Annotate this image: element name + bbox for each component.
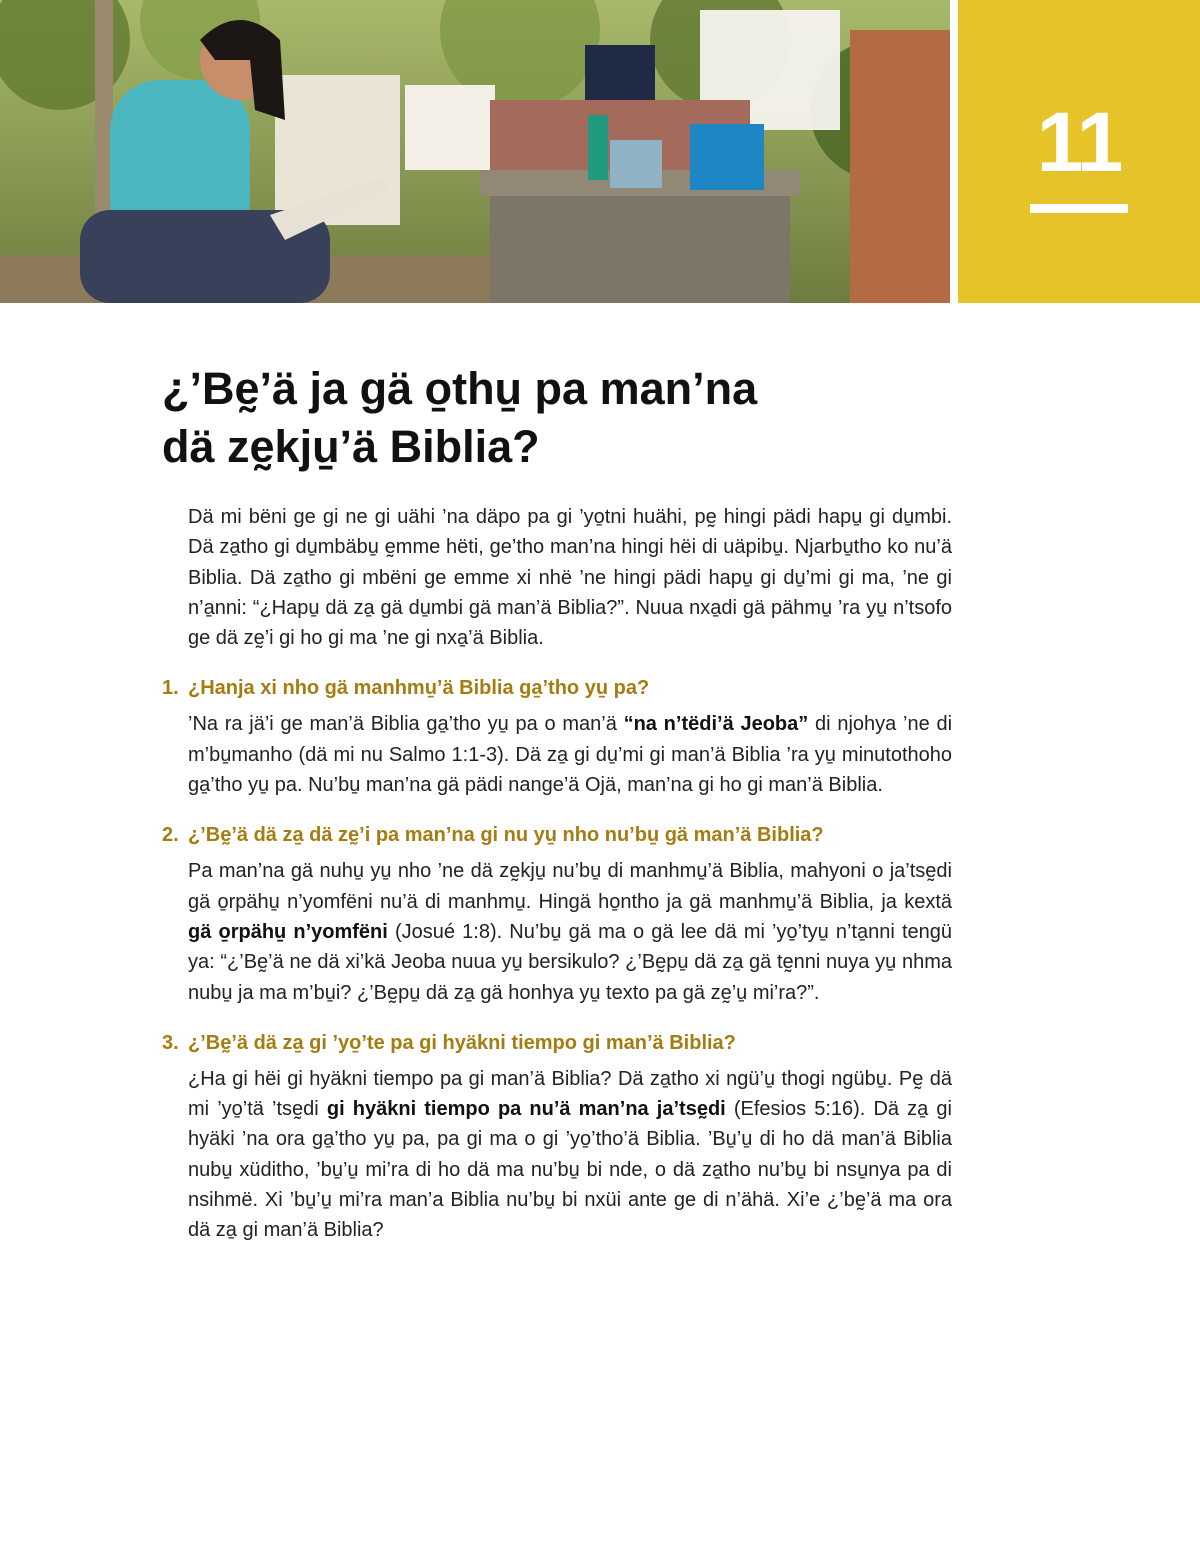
section-2-emphasis: gä o̱rpähu̱ n’yomfëni bbox=[188, 920, 388, 943]
section-2-text-part: (Josué 1:8). Nu’bu̱ gä ma o gä lee dä mi ’yo̱’tyu̱ n’ta̱nni tengü ya: “¿’Bḛ’ä ne dä xi’kä Jeoba nuua yu̱ bersikulo? ¿’Bḛpu̱ dä za̱ gä tḛnni nuya yu̱ nhma nubu̱ ja ma m’bu̱i? ¿’Bḛpu̱ dä za̱ gä honhya yu̱ texto pa gä zḛ’u̱ mi’ra?”. bbox=[188, 920, 952, 1004]
lesson-number-tab bbox=[958, 0, 1200, 303]
intro-paragraph: Dä mi bëni ge gi ne gi uähi ’na däpo pa gi ’yo̱tni huähi, pḛ hingi pädi hapu̱ gi du̱mbi. Dä za̱tho gi du̱mbäbu̱ ḛmme hëti, ge’tho man’na hingi hëi di uäpibu̱. Njarbu̱tho ko nu’ä Biblia. Dä za̱tho gi mbëni ge emme xi nhë ’ne hingi pädi hapu̱ gi du̱’mi gi ma, ’ne gi n’a̱nni: “¿Hapu̱ dä za̱ gä du̱mbi gä man’ä Biblia?”. Nuua nxa̱di gä pähmu̱ ’ra yu̱ n’tsofo ge dä zḛ’i gi ho gi ma ’ne gi nxa̱’ä Biblia. bbox=[188, 506, 952, 650]
section-2-number: 2. bbox=[162, 824, 179, 847]
section-3-emphasis: gi hyäkni tiempo pa nu’ä man’na ja’tsḛdi bbox=[326, 1098, 726, 1121]
section-1-text-part: di njohya ’ne di m’bu̱manho (dä mi nu Salmo 1:1-3). Dä za̱ gi du̱’mi gi man’ä Biblia ’ra yu̱ minutothoho ga̱’tho yu̱ pa. Nu’bu̱ man’na gä pädi nange’ä Ojä, man’na gi ho gi man’ä Biblia. bbox=[188, 713, 953, 797]
page-title-line-2: dä zḛkju̱’ä Biblia? bbox=[162, 421, 540, 472]
section-2-text-part: Pa man’na gä nuhu̱ yu̱ nho ’ne dä zḛkju̱ nu’bu̱ di manhmu̱’ä Biblia, mahyoni o ja’tsḛdi gä o̱rpähu̱ n’yomfëni nu’ä di manhmu̱. Hingä ho̱ntho ja gä manhmu̱’ä Biblia, ja kextä bbox=[188, 860, 952, 913]
section-3-text-part: ¿Ha gi hëi gi hyäkni tiempo pa gi man’ä Biblia? Dä za̱tho xi ngü’u̱ thogi ngübu̱. Pḛ dä mi ’yo̱’tä ’tsḛdi bbox=[188, 1067, 952, 1121]
lesson-number: 11 bbox=[1036, 95, 1122, 189]
section-3-text bbox=[188, 1064, 952, 1246]
section-1-question: ¿Hanja xi nho gä manhmu̱’ä Biblia ga̱’tho yu̱ pa? bbox=[188, 677, 650, 700]
section-1-emphasis: “na n’tëdi’ä Jeoba” bbox=[623, 713, 809, 736]
section-1-number: 1. bbox=[162, 677, 179, 700]
section-1 bbox=[162, 673, 952, 800]
section-3-heading bbox=[162, 1028, 952, 1058]
hero-photo bbox=[0, 0, 950, 303]
section-3-question: ¿’Bḛ’ä dä za̱ gi ’yo̱’te pa gi hyäkni tiempo gi man’ä Biblia? bbox=[188, 1031, 736, 1054]
hero-illustration bbox=[0, 0, 950, 303]
section-1-text-part: ’Na ra jä’i ge man’ä Biblia ga̱’tho yu̱ pa o man’ä bbox=[188, 713, 624, 736]
section-3 bbox=[162, 1028, 952, 1246]
page-title bbox=[162, 360, 982, 476]
lesson-content bbox=[162, 502, 952, 1246]
section-2-heading bbox=[162, 820, 952, 850]
section-3-number: 3. bbox=[162, 1031, 179, 1054]
section-1-text bbox=[188, 709, 952, 800]
page-title-line-1: ¿’Bḛ’ä ja gä o̱thu̱ pa man’na bbox=[162, 363, 758, 414]
section-2-question: ¿’Bḛ’ä dä za̱ dä zḛ’i pa man’na gi nu yu̱ nho nu’bu̱ gä man’ä Biblia? bbox=[188, 824, 824, 847]
lesson-number-underline bbox=[1030, 204, 1128, 213]
section-2 bbox=[162, 820, 952, 1007]
section-3-text-part: (Efesios 5:16). Dä za̱ gi hyäki ’na ora ga̱’tho yu̱ pa, pa gi ma o gi ’yo̱’tho’ä Biblia. ’Bu̱’u̱ di ho dä man’ä Biblia nubu̱ xüditho, ’bu̱’u̱ mi’ra di ho dä ma nu’bu̱ bi nde, o dä za̱tho nu’bu̱ bi nsu̱nya pa di nsihmë. Xi ’bu̱’u̱ mi’ra man’a Biblia nu’bu̱ bi nxüi ante ge di n’ähä. Xi’e ¿’bḛ’ä ma ora dä za̱ gi man’ä Biblia? bbox=[188, 1098, 952, 1242]
section-1-heading bbox=[162, 673, 952, 703]
section-2-text bbox=[188, 856, 952, 1007]
